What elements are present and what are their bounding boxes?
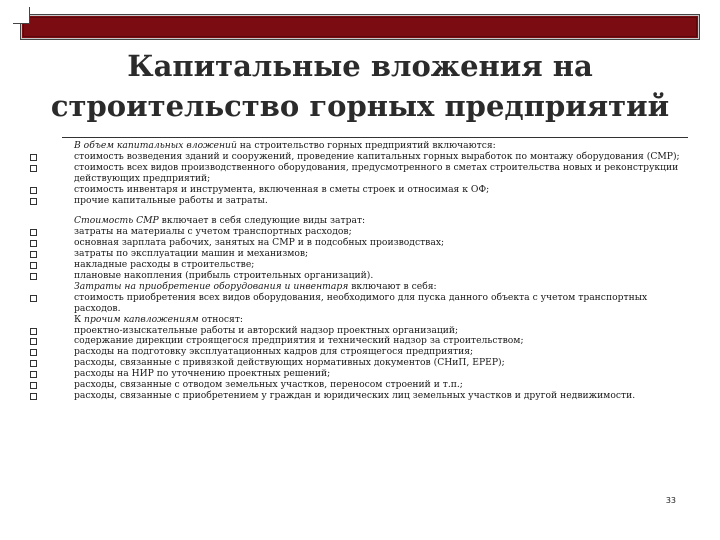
bullet-icon <box>30 240 37 247</box>
section-4-intro-text: относят: <box>198 313 244 325</box>
bullet-icon <box>30 251 37 258</box>
list-item-text: стоимость всех видов производственного оборудования, предусмотренного в сметах строительства новых и реконструкции действующих предприятий; <box>74 161 679 184</box>
bullet-icon <box>30 262 37 269</box>
list-item-text: расходы, связанные с отводом земельных участков, переносом строений и т.п.; <box>74 379 463 391</box>
list-item-text: накладные расходы в строительстве; <box>74 259 255 271</box>
list-item-text: содержание дирекции строящегося предприятия и технический надзор за строительством; <box>74 335 524 347</box>
bullet-icon <box>30 295 37 302</box>
list-item <box>30 391 680 402</box>
bullet-icon <box>30 360 37 367</box>
bullet-icon <box>30 165 37 172</box>
list-item-text: расходы, связанные с приобретением у граждан и юридических лиц земельных участков и другой недвижимости. <box>74 389 636 401</box>
list-item <box>30 196 680 207</box>
title-divider <box>62 137 688 138</box>
bullet-icon <box>30 154 37 161</box>
section-2-intro-italic: Стоимость СМР <box>74 215 159 227</box>
list-item-text: плановые накопления (прибыль строительных организаций). <box>74 269 374 281</box>
bullet-icon <box>30 229 37 236</box>
bullet-icon <box>30 338 37 345</box>
bullet-icon <box>30 187 37 194</box>
top-bar-inner <box>23 17 697 37</box>
list-item-text: расходы, связанные с привязкой действующих нормативных документов (СНиП, ЕРЕР); <box>74 357 505 369</box>
section-1-intro-text: на строительство горных предприятий включаются: <box>236 140 496 151</box>
top-decorative-bar <box>20 14 700 40</box>
list-item-text: стоимость приобретения всех видов оборудования, необходимого для пуска данного объекта с учетом транспортных расходов. <box>74 291 648 314</box>
bullet-icon <box>30 328 37 335</box>
list-item <box>30 163 680 185</box>
slide-title-line-2: строительство горных предприятий <box>50 89 670 123</box>
slide-title <box>40 46 680 126</box>
section-3-intro-text: включают в себя: <box>348 280 437 292</box>
section-1-intro-italic: В объем капитальных вложений <box>74 140 237 151</box>
list-item-text: затраты на материалы с учетом транспортных расходов; <box>74 226 352 238</box>
list-item-text: основная зарплата рабочих, занятых на СМР и в подсобных производствах; <box>74 237 445 249</box>
section-4-intro-prefix: К <box>74 313 85 325</box>
bullet-icon <box>30 198 37 205</box>
bullet-icon <box>30 371 37 378</box>
list-item-text: затраты по эксплуатации машин и механизмов; <box>74 248 309 260</box>
bullet-icon <box>30 349 37 356</box>
top-bar-corner <box>13 7 30 24</box>
list-item-text: проектно-изыскательные работы и авторский надзор проектных организаций; <box>74 324 459 336</box>
list-item-text: стоимость инвентаря и инструмента, включенная в сметы строек и относимая к ОФ; <box>74 183 490 195</box>
page-number: 33 <box>665 496 676 505</box>
bullet-icon <box>30 393 37 400</box>
slide-body <box>30 141 680 402</box>
list-item-text: стоимость возведения зданий и сооружений, проведение капитальных горных выработок по монтажу оборудования (СМР); <box>74 150 680 162</box>
list-item <box>30 293 680 315</box>
section-4-intro-italic: прочим капвложениям <box>84 313 199 325</box>
list-item-text: прочие капитальные работы и затраты. <box>74 194 268 206</box>
bullet-icon <box>30 273 37 280</box>
list-item-text: расходы на подготовку эксплуатационных кадров для строящегося предприятия; <box>74 346 474 358</box>
section-3-intro-italic: Затраты на приобретение оборудования и инвентаря <box>74 280 349 292</box>
slide-title-line-1: Капитальные вложения на <box>127 49 593 83</box>
list-item-text: расходы на НИР по уточнению проектных решений; <box>74 368 331 380</box>
bullet-icon <box>30 382 37 389</box>
section-2-intro-text: включает в себя следующие виды затрат: <box>158 215 366 227</box>
